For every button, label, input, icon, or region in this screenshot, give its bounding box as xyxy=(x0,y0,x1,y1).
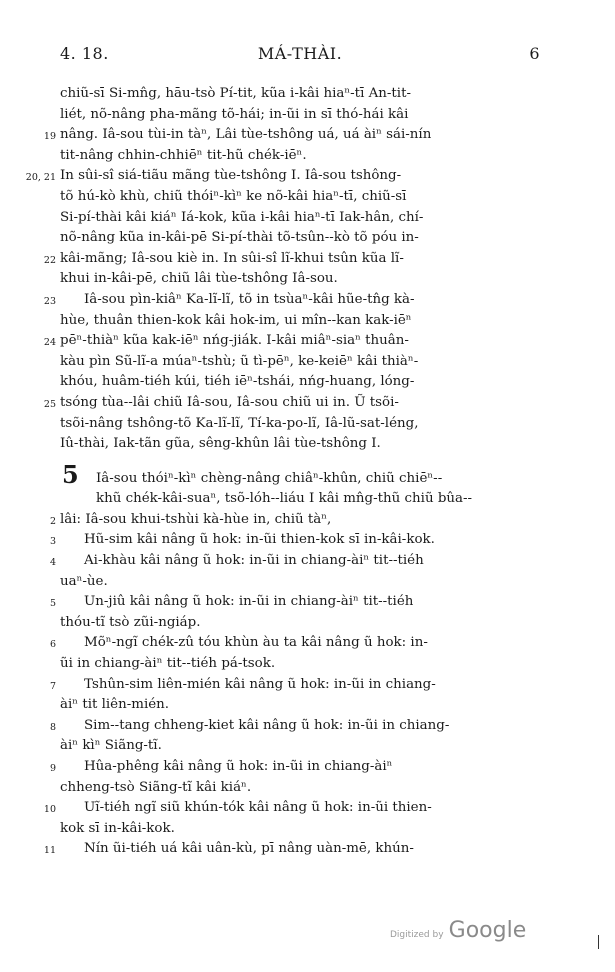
verse-text: nâng. Iâ-sou tùi-in tàⁿ, Lâi tùe-tshông uá, uá àiⁿ sái-nín xyxy=(60,127,432,143)
chapter-number: 5 xyxy=(62,459,79,489)
verse-line xyxy=(49,510,550,531)
verse-line xyxy=(60,146,550,167)
verse-number: 11 xyxy=(43,845,56,857)
verse-line xyxy=(60,269,550,290)
verse-text: Un-jiû kâi nâng ũ hok: in-ũi in chiang-àiⁿ tit--tiéh xyxy=(84,594,414,610)
verse-line xyxy=(60,572,550,593)
verse-number: 4 xyxy=(49,557,56,569)
verse-text: uaⁿ-ùe. xyxy=(60,573,108,589)
verse-text: hùe, thuân thien-kok kâi hok-im, ui mîn--kan kak-iēⁿ xyxy=(60,312,412,328)
verse-line xyxy=(49,675,550,696)
verse-text: khui in-kâi-pē, chiũ lâi tùe-tshông Iâ-sou. xyxy=(60,271,338,287)
verse-line xyxy=(60,654,550,675)
page-edge-mark xyxy=(598,935,599,949)
verse-line xyxy=(60,352,550,373)
verse-line xyxy=(49,530,550,551)
verse-line xyxy=(49,716,550,737)
verse-text: lâi: Iâ-sou khui-tshùi kà-hùe in, chiũ tàⁿ, xyxy=(60,511,332,527)
verse-text: chheng-tsò Siãng-tĩ kâi kiáⁿ. xyxy=(60,779,252,795)
verse-line xyxy=(60,372,550,393)
verse-number: 24 xyxy=(43,337,56,349)
digitizer-watermark xyxy=(390,918,526,943)
verse-text: Hûa-phêng kâi nâng ũ hok: in-ũi in chiang-àiⁿ xyxy=(84,759,393,774)
verse-line xyxy=(49,592,550,613)
verse-number: 22 xyxy=(43,254,56,266)
running-header xyxy=(60,44,540,68)
verse-line xyxy=(60,778,550,799)
page-number: 6 xyxy=(529,44,540,63)
verse-number: 25 xyxy=(43,398,56,410)
verse-line xyxy=(60,208,550,229)
chapter-4-text xyxy=(25,84,550,455)
verse-text: Tshûn-sim liên-mién kâi nâng ũ hok: in-ũi in chiang- xyxy=(84,676,436,692)
header-title: MÁ-THÀI. xyxy=(257,44,343,63)
verse-line xyxy=(25,166,550,187)
verse-line xyxy=(49,757,550,778)
verse-number: 20, 21 xyxy=(25,172,56,184)
verse-text: In sûi-sî siá-tiãu mãng tùe-tshông I. Iâ-sou tshông- xyxy=(60,168,402,184)
verse-text: kàu pìn Sũ-lĩ-a múaⁿ-tshù; ũ tì-pēⁿ, ke-keiēⁿ kâi thiàⁿ- xyxy=(60,353,419,369)
verse-text: kok sī in-kâi-kok. xyxy=(60,820,175,836)
verse-text: tõ hú-kò khù, chiũ thóiⁿ-kìⁿ ke nõ-kâi hiaⁿ-tī, chiũ-sī xyxy=(60,188,407,204)
verse-line xyxy=(43,839,550,860)
verse-text: ũi in chiang-àiⁿ tit--tiéh pá-tsok. xyxy=(60,656,276,672)
verse-text: tsóng tùa--lâi chiũ Iâ-sou, Iâ-sou chiũ ui in. Ũ tsõi- xyxy=(60,394,399,410)
verse-line xyxy=(60,105,550,126)
verse-number: 8 xyxy=(49,721,56,733)
verse-line xyxy=(43,393,550,414)
verse-line xyxy=(60,489,550,510)
verse-line xyxy=(49,551,550,572)
verse-line xyxy=(60,695,550,716)
header-reference: 4. 18. xyxy=(60,44,109,63)
verse-number: 9 xyxy=(49,763,56,774)
verse-line xyxy=(43,290,550,311)
verse-text: Iâ-sou thóiⁿ-kìⁿ chèng-nâng chiâⁿ-khûn, chiũ chiēⁿ-- xyxy=(96,470,443,486)
verse-line xyxy=(60,228,550,249)
verse-text: Uĩ-tiéh ngĩ siũ khún-tók kâi nâng ũ hok: in-ũi thien- xyxy=(84,800,432,816)
verse-number: 5 xyxy=(49,598,56,610)
verse-line xyxy=(60,434,550,455)
verse-text: Iâ-sou pìn-kiâⁿ Ka-lĩ-lĩ, tõ in tsùaⁿ-kâi hũe-tn̂g kà- xyxy=(84,291,415,307)
verse-line xyxy=(60,84,550,105)
verse-line xyxy=(43,331,550,352)
chapter-5-text xyxy=(43,469,550,860)
google-logo: Google xyxy=(448,918,527,943)
verse-number: 19 xyxy=(43,131,56,143)
verse-text: Si-pí-thài kâi kiáⁿ Iá-kok, kũa i-kâi hiaⁿ-tī Iak-hân, chí- xyxy=(60,209,424,225)
verse-text: nõ-nâng kũa in-kâi-pē Si-pí-thài tõ-tsûn--kò tõ póu in- xyxy=(60,230,419,246)
verse-text: khóu, huâm-tiéh kúi, tiéh iēⁿ-tshái, nńg-huang, lóng- xyxy=(60,374,415,390)
verse-number: 23 xyxy=(43,295,56,307)
verse-text: Mõⁿ-ngĩ chék-zû tóu khùn àu ta kâi nâng ũ hok: in- xyxy=(84,635,428,651)
verse-line xyxy=(60,187,550,208)
verse-text: Hũ-sim kâi nâng ũ hok: in-ũi thien-kok sī in-kâi-kok. xyxy=(84,532,435,548)
verse-text: pēⁿ-thiàⁿ kũa kak-iēⁿ nńg-jiák. I-kâi miâⁿ-siaⁿ thuân- xyxy=(60,333,409,349)
verse-text: Sim--tang chheng-kiet kâi nâng ũ hok: in-ũi in chiang- xyxy=(84,717,450,733)
verse-text: Iû-thài, Iak-tãn gũa, sêng-khûn lâi tùe-tshông I. xyxy=(60,436,381,452)
verse-line xyxy=(43,249,550,270)
verse-number: 3 xyxy=(49,536,56,548)
verse-line xyxy=(60,414,550,435)
verse-number: 2 xyxy=(49,515,56,527)
digitized-by-label: Digitized by xyxy=(390,930,444,940)
verse-text: àiⁿ kìⁿ Siãng-tĩ. xyxy=(60,738,162,754)
verse-line xyxy=(43,125,550,146)
verse-text: Ai-khàu kâi nâng ũ hok: in-ũi in chiang-àiⁿ tit--tiéh xyxy=(84,553,424,569)
verse-number: 7 xyxy=(49,680,56,692)
verse-text: khũ chék-kâi-suaⁿ, tsõ-lóh--liáu I kâi mn̂g-thũ chiũ bûa-- xyxy=(96,491,473,507)
verse-text: Nín ũi-tiéh uá kâi uân-kù, pī nâng uàn-mē, khún- xyxy=(84,841,414,857)
verse-number: 6 xyxy=(49,639,56,651)
verse-line xyxy=(49,633,550,654)
verse-line xyxy=(60,469,550,490)
verse-text: àiⁿ tit liên-mién. xyxy=(60,697,170,713)
verse-text: tsõi-nâng tshông-tõ Ka-lĩ-lĩ, Tí-ka-po-lĩ, Iâ-lũ-sat-léng, xyxy=(60,415,419,431)
verse-line xyxy=(60,311,550,332)
verse-text: kâi-mãng; Iâ-sou kiè in. In sûi-sî lĩ-khui tsûn kũa lĩ- xyxy=(60,250,404,266)
chapter-5-block xyxy=(43,459,550,860)
verse-line xyxy=(60,613,550,634)
verse-text: thóu-tĩ tsò zũi-ngiáp. xyxy=(60,614,201,630)
verse-line xyxy=(60,819,550,840)
verse-line xyxy=(60,736,550,757)
text-body xyxy=(25,84,550,860)
verse-text: tit-nâng chhin-chhiēⁿ tit-hũ chék-iēⁿ. xyxy=(60,147,307,163)
verse-text: chiũ-sī Si-mn̂g, hāu-tsò Pí-tit, kũa i-kâi hiaⁿ-tī An-tit- xyxy=(60,86,411,101)
verse-number: 10 xyxy=(43,804,56,816)
verse-line xyxy=(43,798,550,819)
verse-text: liét, nõ-nâng pha-mãng tõ-hái; in-ũi in sī thó-hái kâi xyxy=(60,106,409,122)
